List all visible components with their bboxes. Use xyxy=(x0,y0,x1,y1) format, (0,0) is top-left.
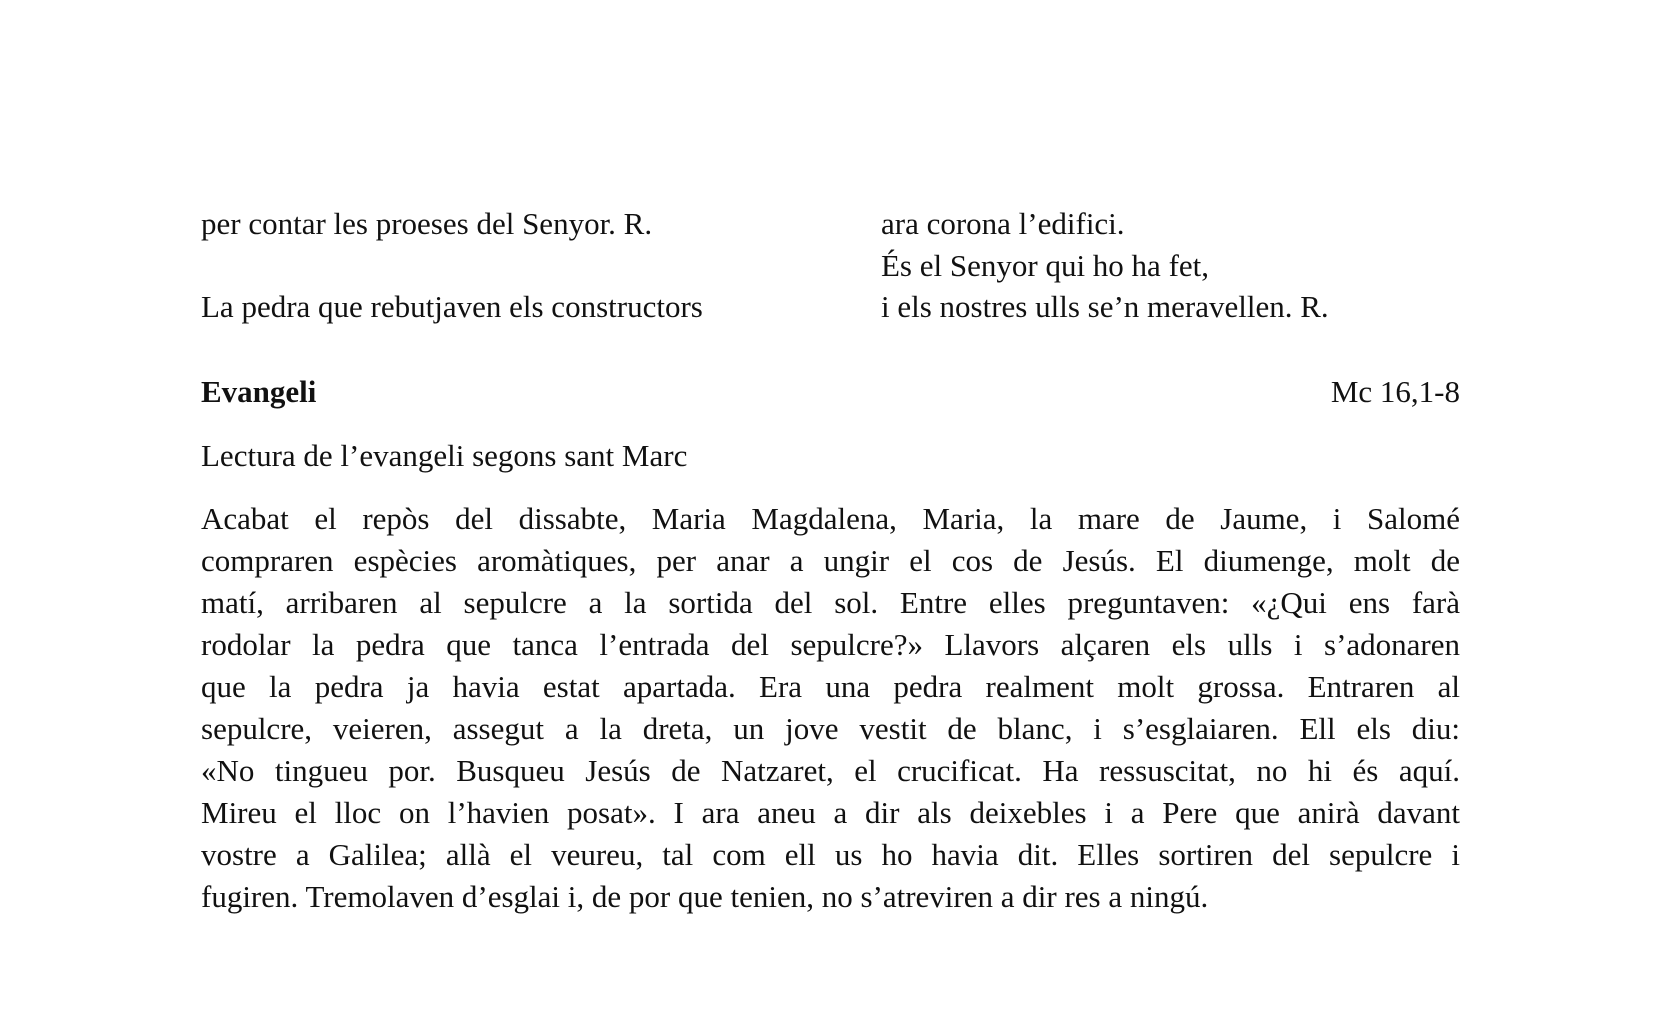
body-line: fugiren. Tremolaven d’esglai i, de por que tenien, no s’atreviren a dir res a ningú. xyxy=(201,879,1209,914)
body-line: que la pedra ja havia estat apartada. Era una pedra realment molt grossa. Entraren al xyxy=(201,669,1460,704)
body-line: vostre a Galilea; allà el veureu, tal com ell us ho havia dit. Elles sortiren del sepulcre i xyxy=(201,837,1460,872)
psalm-line-blank xyxy=(201,245,703,287)
body-line: sepulcre, veieren, assegut a la dreta, un jove vestit de blanc, i s’esglaiaren. Ell els diu: xyxy=(201,711,1460,746)
psalm-line: i els nostres ulls se’n meravellen. R. xyxy=(881,289,1329,324)
psalm-verses xyxy=(201,203,1461,323)
body-line: matí, arribaren al sepulcre a la sortida del sol. Entre elles preguntaven: «¿Qui ens farà xyxy=(201,585,1460,620)
psalm-line: La pedra que rebutjaven els constructors xyxy=(201,289,703,324)
section-title: Evangeli xyxy=(201,374,317,409)
reading-intro: Lectura de l’evangeli segons sant Marc xyxy=(201,438,688,473)
body-line: compraren espècies aromàtiques, per anar a ungir el cos de Jesús. El diumenge, molt de xyxy=(201,543,1460,578)
body-line: «No tingueu por. Busqueu Jesús de Natzaret, el crucificat. Ha ressuscitat, no hi és aquí. xyxy=(201,753,1460,788)
psalm-line: ara corona l’edifici. xyxy=(881,206,1125,241)
psalm-right-column xyxy=(881,203,1329,328)
psalm-line: per contar les proeses del Senyor. R. xyxy=(201,206,653,241)
psalm-left-column xyxy=(201,203,703,328)
body-line: Mireu el lloc on l’havien posat». I ara aneu a dir als deixebles i a Pere que anirà davant xyxy=(201,795,1460,830)
psalm-line: És el Senyor qui ho ha fet, xyxy=(881,247,1210,283)
scripture-reference: Mc 16,1-8 xyxy=(1330,374,1460,409)
body-line: Acabat el repòs del dissabte, Maria Magdalena, Maria, la mare de Jaume, i Salomé xyxy=(201,501,1460,536)
body-line: rodolar la pedra que tanca l’entrada del sepulcre?» Llavors alçaren els ulls i s’adonaren xyxy=(201,627,1460,662)
gospel-body xyxy=(201,498,1460,918)
gospel-heading xyxy=(201,372,1460,412)
